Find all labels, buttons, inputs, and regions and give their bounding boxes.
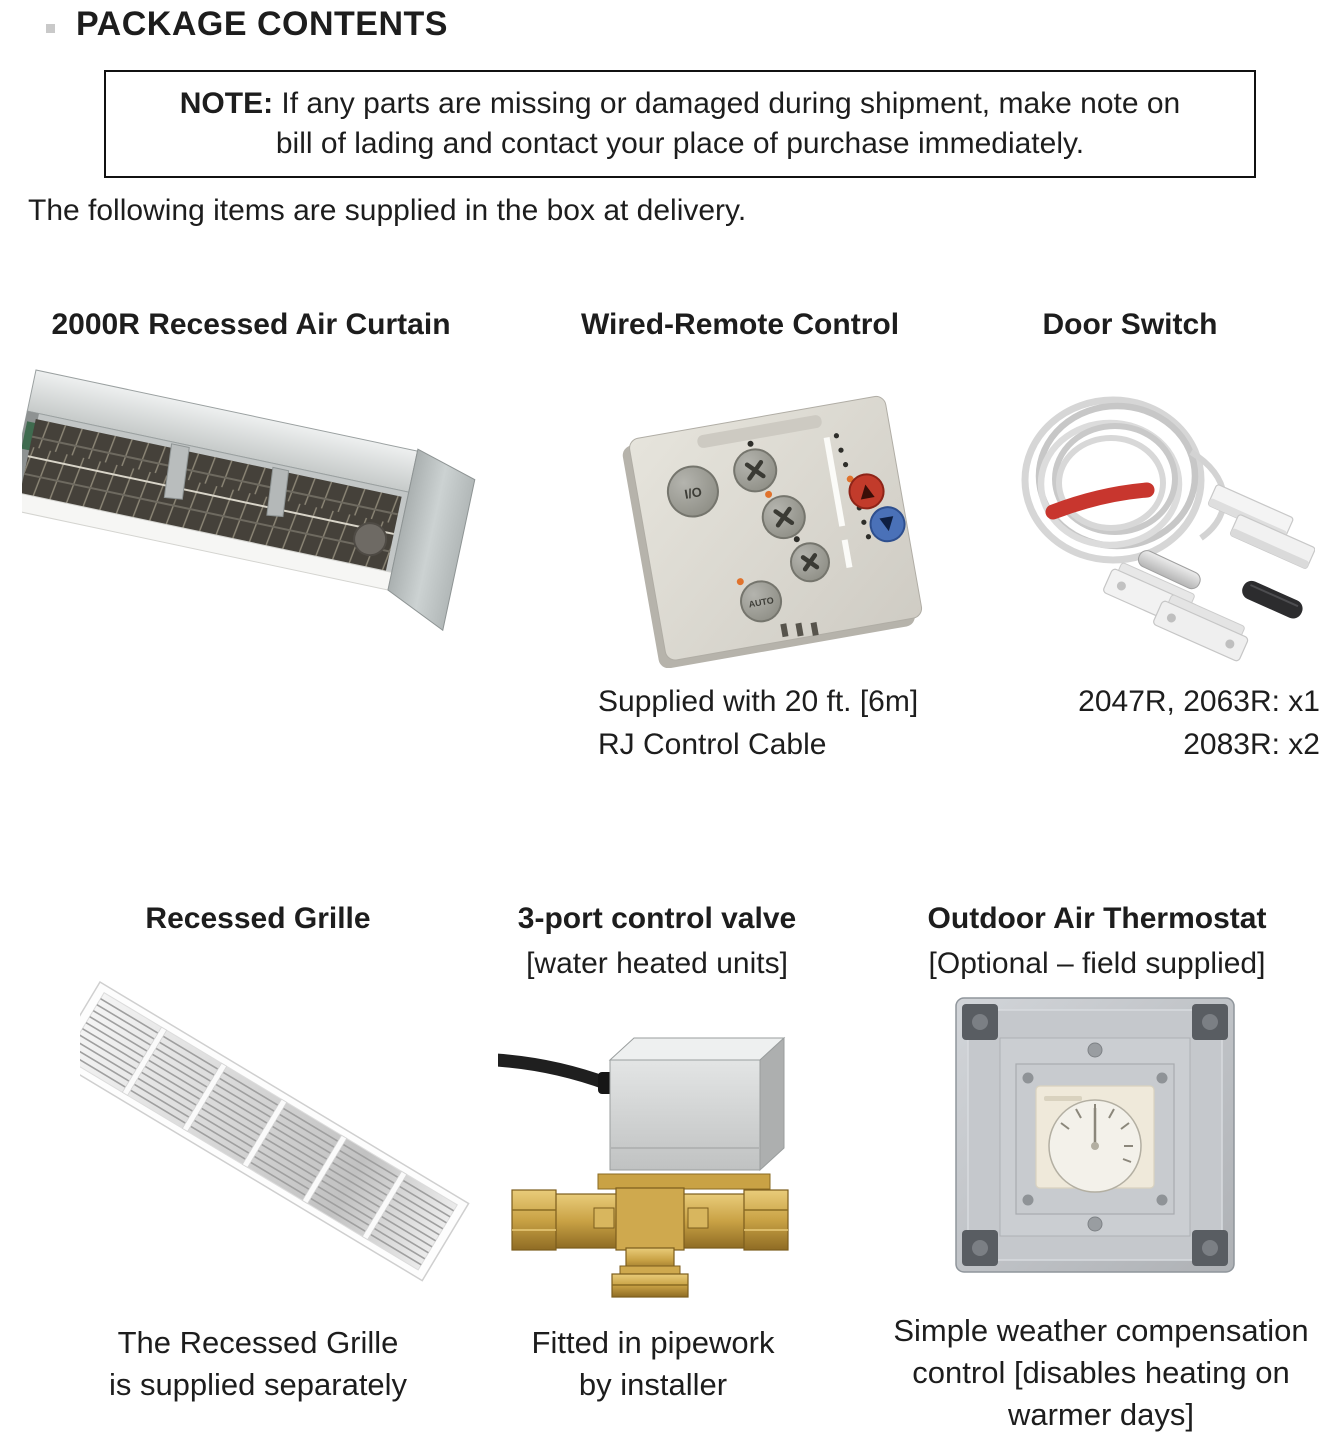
remote-image [600,378,925,668]
item-title-remote: Wired-Remote Control [580,308,900,341]
door-switch-photo [995,372,1315,664]
grille-image [80,958,485,1283]
valve-flange [598,1174,770,1189]
note-text-1: If any parts are missing or damaged during shipment, make note on [281,87,1181,120]
section-bullet-icon [46,24,55,33]
valve-image [498,1008,803,1298]
item-subtitle-valve: [water heated units] [526,947,788,980]
page-title: PACKAGE CONTENTS [76,5,448,43]
item-title-door-switch: Door Switch [1042,308,1218,341]
item-subtitle-thermostat: [Optional – field supplied] [928,947,1266,980]
note-text-2: bill of lading and contact your place of purchase immediately. [275,127,1085,160]
door-switch-caption: 2047R, 2063R: x1 2083R: x2 [1078,685,1320,761]
remote-photo [600,378,925,668]
air-curtain-photo [22,362,507,654]
cable-coil [1025,400,1201,560]
thermostat-image [948,994,1253,1281]
valve-caption: Fitted in pipework by installer [531,1325,775,1402]
black-cylinder [1239,578,1305,621]
intro-text: The following items are supplied in the box at delivery. [28,194,747,227]
grille-caption: The Recessed Grille is supplied separately [108,1325,408,1402]
magnet-bars [1208,484,1315,569]
thermostat-brand [1044,1096,1082,1101]
actuator-cable [498,1060,608,1084]
valve-photo [498,1008,803,1298]
thermostat-dial [1049,1100,1141,1192]
note-box [104,70,1256,178]
air-curtain-image [22,362,507,654]
actuator-box [610,1038,784,1170]
svg-text:I/O: I/O [683,484,704,502]
item-title-thermostat: Outdoor Air Thermostat [Optional – field supplied] [902,896,1292,986]
item-title-grille: Recessed Grille [145,902,371,935]
thermostat-caption: Simple weather compensation control [disables heating on warmer days] [893,1313,1309,1432]
note-line-1 [126,84,1234,124]
note-label: NOTE: [179,87,274,120]
remote-caption: Supplied with 20 ft. [6m] RJ Control Cable [598,685,919,761]
item-title-valve: 3-port control valve [water heated units] [482,896,832,986]
valve-body [512,1188,788,1297]
grille-photo [80,958,485,1283]
cable-red-band [1053,490,1147,512]
item-title-air-curtain: 2000R Recessed Air Curtain [51,308,451,341]
svg-text:AUTO: AUTO [747,595,775,610]
thermostat-photo [948,994,1253,1281]
door-switch-image [995,372,1315,664]
